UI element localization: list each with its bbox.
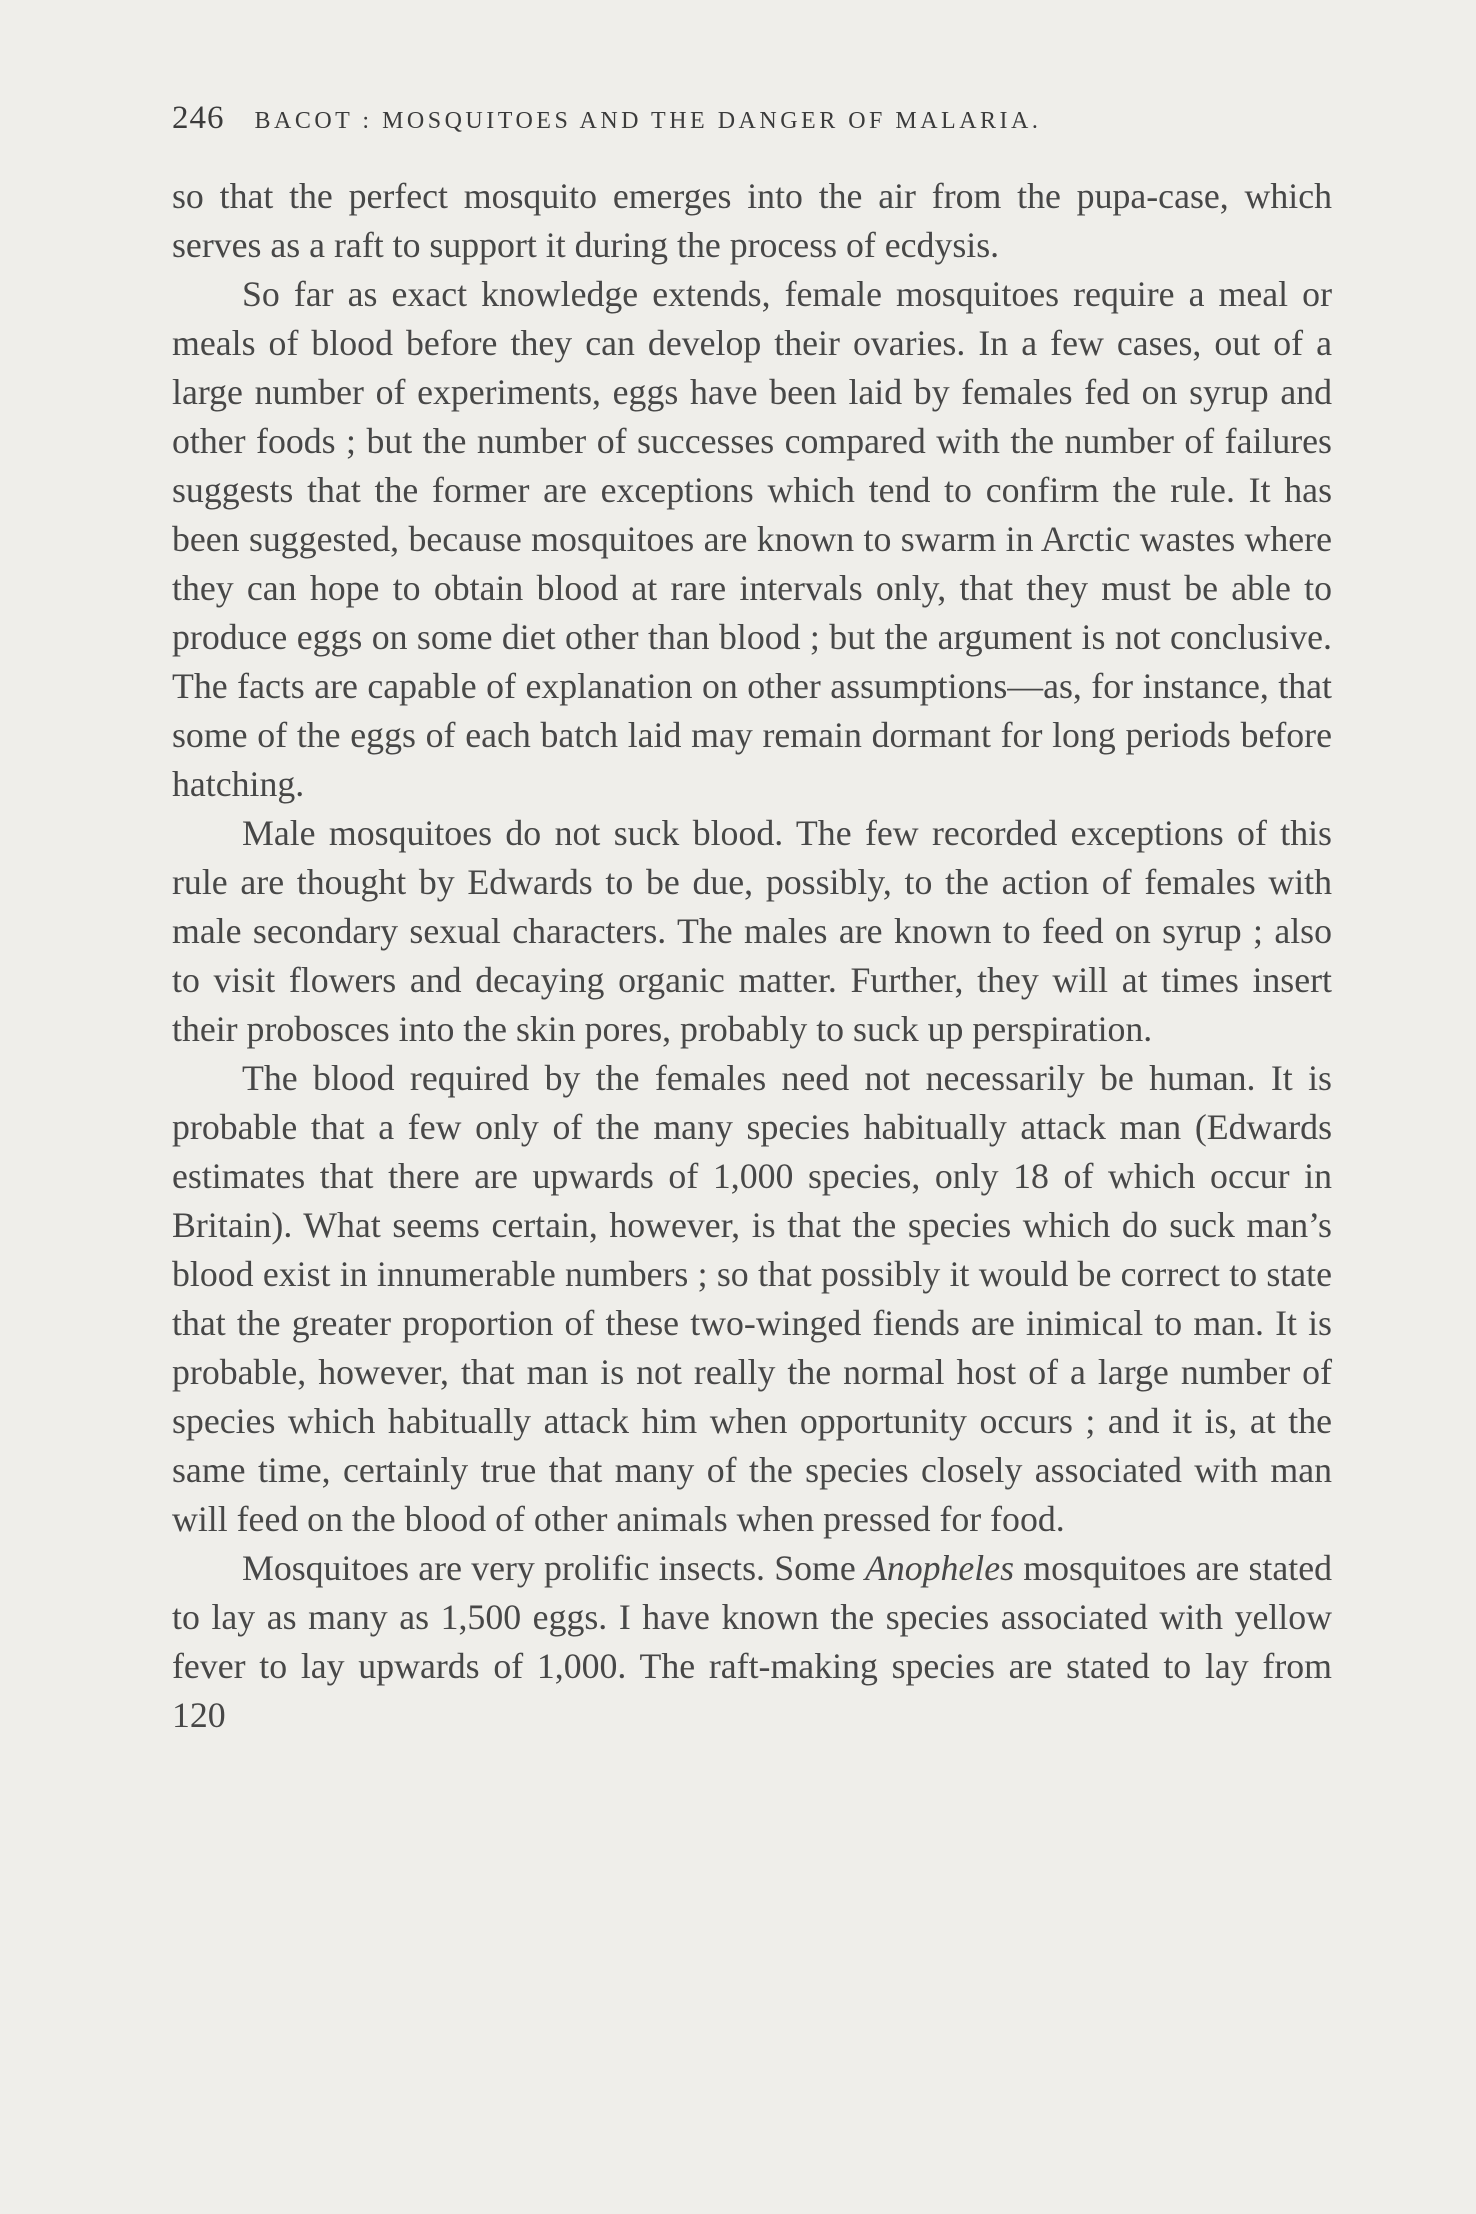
anopheles-genus-name: Anopheles [864,1548,1015,1588]
egg-laying-text-start: Mosquitoes are very prolific insects. Some [242,1548,865,1588]
paragraph-egg-laying [172,1544,1332,1740]
paragraph-host-species: The blood required by the females need not necessarily be human. It is probable that a few only of the many species habitually attack man (Edwards estimates that there are upwards of 1,000 species, only 18 of which occur in Britain). What seems certain, however, is that the species which do suck man’s blood exist in innumerable numbers ; so that possibly it would be correct to state that the greater proportion of these two-winged fiends are inimical to man. It is probable, however, that man is not really the normal host of a large number of species which habitually attack him when opportunity occurs ; and it is, at the same time, certainly true that many of the species closely associated with man will feed on the blood of other animals when pressed for food. [172,1058,1332,1539]
paragraph-continuation: so that the perfect mosquito emerges into the air from the pupa-case, which serves as a raft to support it during the process of ecdysis. [172,176,1332,265]
running-title: BACOT : MOSQUITOES AND THE DANGER OF MALARIA. [254,108,1042,134]
body-text [172,172,1332,1740]
paragraph-male-mosquitoes: Male mosquitoes do not suck blood. The few recorded exceptions of this rule are thought by Edwards to be due, possibly, to the action of females with male secondary sexual characters. The males are known to feed on syrup ; also to visit flowers and decaying organic matter. Further, they will at times insert their probosces into the skin pores, probably to suck up perspiration. [172,813,1332,1049]
page-header [172,100,1332,137]
paragraph-female-blood-meal: So far as exact knowledge extends, female mosquitoes require a meal or meals of blood before they can develop their ovaries. In a few cases, out of a large number of experiments, eggs have been laid by females fed on syrup and other foods ; but the number of successes compared with the number of failures suggests that the former are exceptions which tend to confirm the rule. It has been suggested, because mosquitoes are known to swarm in Arctic wastes where they can hope to obtain blood at rare intervals only, that they must be able to produce eggs on some diet other than blood ; but the argument is not conclusive. The facts are capable of explanation on other assumptions—as, for instance, that some of the eggs of each batch laid may remain dormant for long periods before hatching. [172,274,1332,804]
page-number: 246 [172,100,225,136]
egg-laying-text-end: mosquitoes are stated to lay as many as 1,500 eggs. I have known the species associated with yellow fever to lay upwards of 1,000. The raft-making species are stated to lay from 120 [172,1548,1333,1735]
